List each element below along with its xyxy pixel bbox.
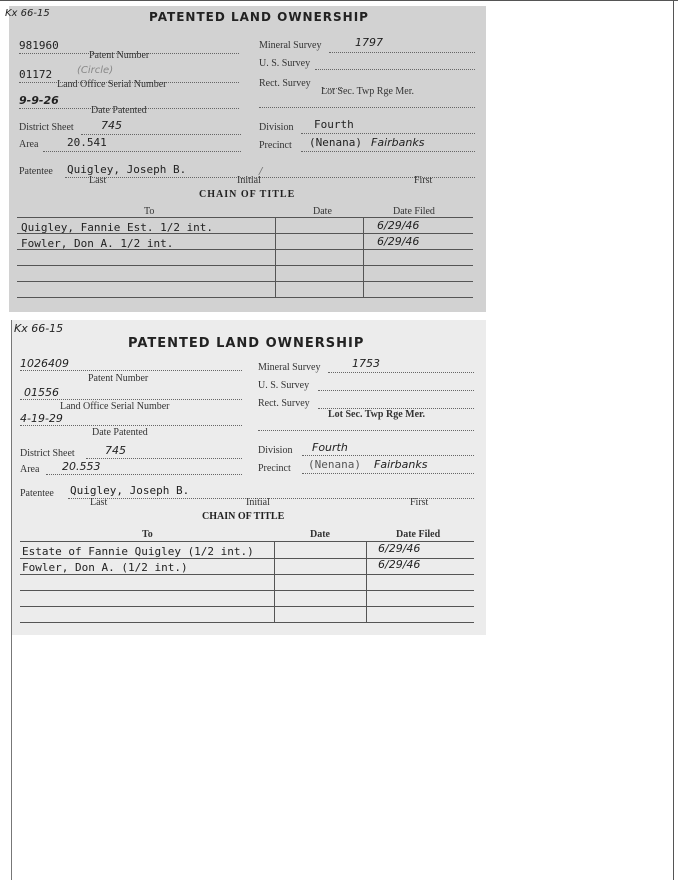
- precinct-label: Precinct: [258, 463, 291, 474]
- table-rule: [17, 297, 473, 298]
- table-divider: [363, 217, 364, 297]
- district-sheet-label: District Sheet: [19, 122, 74, 133]
- chain-row-to: Fowler, Don A. 1/2 int.: [21, 237, 174, 250]
- division-label: Division: [259, 122, 294, 133]
- page-border-right: [673, 0, 674, 880]
- chain-row-to: Fowler, Don A. (1/2 int.): [22, 561, 188, 574]
- chain-of-title-heading: CHAIN OF TITLE: [202, 511, 285, 522]
- patent-number-value: 981960: [19, 39, 59, 52]
- table-rule: [20, 590, 474, 591]
- rect-survey-label: Rect. Survey: [258, 398, 310, 409]
- chain-row-filed: 6/29/46: [377, 219, 420, 232]
- area-value: 20.541: [67, 136, 107, 149]
- district-sheet-value: 745: [105, 444, 126, 457]
- serial-note: (Circle): [77, 65, 114, 76]
- corner-note: Kx 66-15: [14, 322, 64, 335]
- table-rule: [20, 606, 474, 607]
- dotted-line: [20, 425, 242, 426]
- patent-number-label: Patent Number: [89, 50, 150, 61]
- dotted-line: [20, 399, 242, 400]
- first-label: First: [410, 497, 429, 508]
- initial-label: Initial: [246, 497, 270, 508]
- mineral-survey-label: Mineral Survey: [259, 40, 322, 51]
- dotted-line: [258, 430, 474, 431]
- last-label: Last: [90, 497, 108, 508]
- patentee-last-value: Quigley, Joseph B.: [70, 484, 190, 497]
- district-sheet-value: 745: [101, 119, 122, 132]
- mineral-survey-value: 1797: [355, 36, 383, 49]
- district-sheet-label: District Sheet: [20, 448, 75, 459]
- dotted-line: [315, 69, 475, 70]
- precinct-hand-value: Fairbanks: [374, 458, 428, 471]
- dotted-line: [86, 458, 242, 459]
- mineral-survey-value: 1753: [352, 357, 380, 370]
- dotted-line: [46, 474, 242, 475]
- us-survey-label: U. S. Survey: [259, 58, 311, 69]
- chain-row-filed: 6/29/46: [377, 235, 420, 248]
- dotted-line: [302, 455, 474, 456]
- last-label: Last: [89, 175, 107, 186]
- division-value: Fourth: [312, 441, 348, 454]
- col-date-header: Date: [313, 206, 332, 217]
- table-rule: [17, 217, 473, 218]
- corner-note: Kx 66-15: [5, 8, 50, 19]
- us-survey-label: U. S. Survey: [258, 380, 310, 391]
- precinct-typed-value: (Nenana): [308, 458, 361, 471]
- precinct-label: Precinct: [259, 140, 292, 151]
- chain-row-filed: 6/29/46: [378, 558, 421, 571]
- initial-label: Initial: [237, 175, 261, 186]
- col-date-filed-header: Date Filed: [396, 529, 441, 540]
- ownership-card-1: [5, 6, 486, 312]
- table-divider: [274, 541, 275, 622]
- table-rule: [20, 574, 474, 575]
- table-rule: [20, 622, 474, 623]
- table-rule: [17, 281, 473, 282]
- dotted-line: [259, 107, 475, 108]
- patentee-last-value: Quigley, Joseph B.: [67, 163, 187, 176]
- dotted-line: [302, 473, 474, 474]
- serial-number-label: Land Office Serial Number: [57, 79, 167, 90]
- serial-number-value: 01556: [24, 386, 59, 399]
- card-title: PATENTED LAND OWNERSHIP: [128, 336, 365, 351]
- serial-number-label: Land Office Serial Number: [60, 401, 170, 412]
- table-divider: [275, 217, 276, 297]
- precinct-typed-value: (Nenana): [309, 136, 362, 149]
- patentee-label: Patentee: [20, 488, 54, 499]
- dotted-line: [301, 133, 475, 134]
- dotted-line: [43, 151, 241, 152]
- mineral-survey-label: Mineral Survey: [258, 362, 321, 373]
- first-label: First: [414, 175, 433, 186]
- dotted-line: [328, 372, 474, 373]
- date-patented-value: 4-19-29: [20, 412, 63, 425]
- division-value: Fourth: [314, 118, 354, 131]
- dotted-line: [20, 370, 242, 371]
- date-patented-label: Date Patented: [92, 427, 148, 438]
- col-date-filed-header: Date Filed: [393, 206, 435, 217]
- chain-row-to: Quigley, Fannie Est. 1/2 int.: [21, 221, 214, 234]
- card-title: PATENTED LAND OWNERSHIP: [149, 10, 369, 24]
- col-to-header: To: [144, 206, 155, 217]
- dotted-line: [81, 134, 241, 135]
- dotted-line: [301, 151, 475, 152]
- ownership-card-2: [12, 320, 486, 635]
- table-divider: [366, 541, 367, 622]
- date-patented-label: Date Patented: [91, 105, 147, 116]
- dotted-line: [329, 52, 475, 53]
- col-to-header: To: [142, 529, 153, 540]
- chain-row-to: Estate of Fannie Quigley (1/2 int.): [22, 545, 254, 558]
- patent-number-label: Patent Number: [88, 373, 149, 384]
- serial-number-value: 01172: [19, 68, 53, 81]
- chain-of-title-heading: CHAIN OF TITLE: [199, 189, 296, 200]
- col-date-header: Date: [310, 529, 330, 540]
- patent-number-value: 1026409: [20, 357, 69, 370]
- rect-survey-columns: Lot Sec. Twp Rge Mer.: [328, 409, 426, 420]
- rect-survey-label: Rect. Survey: [259, 78, 311, 89]
- rect-survey-columns: Lot Sec. Twp Rge Mer.: [321, 86, 414, 97]
- precinct-hand-value: Fairbanks: [371, 136, 425, 149]
- table-rule: [17, 265, 473, 266]
- area-label: Area: [19, 139, 39, 150]
- patentee-initial-value: /: [259, 166, 263, 177]
- date-patented-value: 9-9-26: [19, 94, 59, 107]
- page-border-top: [0, 0, 678, 1]
- dotted-line: [318, 390, 474, 391]
- area-value: 20.553: [62, 460, 101, 473]
- chain-row-filed: 6/29/46: [378, 542, 421, 555]
- division-label: Division: [258, 445, 293, 456]
- patentee-label: Patentee: [19, 166, 53, 177]
- area-label: Area: [20, 464, 40, 475]
